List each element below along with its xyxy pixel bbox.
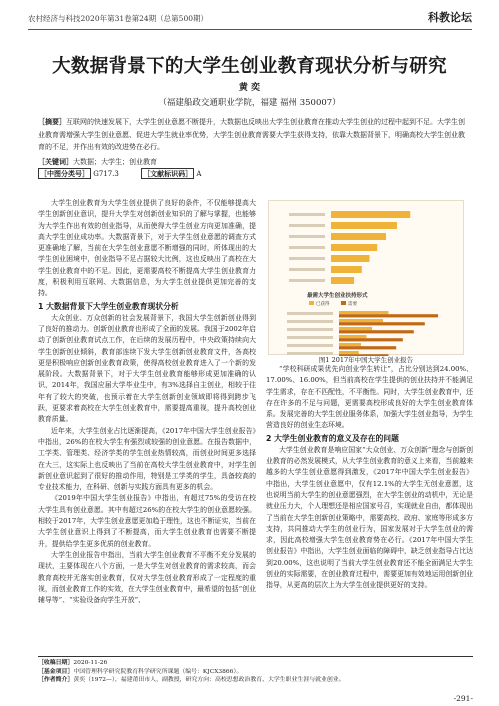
chart-b-bar-needed xyxy=(339,314,438,317)
keywords-label: ［关键词］ xyxy=(38,157,73,166)
author-name: 黄 奕 xyxy=(238,83,261,93)
doc-code-value: A xyxy=(196,170,202,178)
section-name: 科教论坛 xyxy=(428,11,472,24)
right-column xyxy=(266,364,473,592)
chart-b-bar-obtained xyxy=(339,327,372,330)
received-label: ［收稿日期］ xyxy=(38,659,74,666)
chart-a-bar xyxy=(331,255,370,262)
chart-b-bar-obtained xyxy=(339,343,361,346)
chart-a-category-label xyxy=(289,279,325,282)
paragraph: 大众创业、万众创新的社会发展背景下，我国大学生创新创业得到了良好的推动力。创新创业教育也形成了全面的发展。我国于2002年启动了创新创业教育试点工作，在后续的发展历程中，中央政策持续向大学生创新创业倾斜，教育部连续下发大学生创新创业教育文件，各高校更是积极响应创新创业教育政策，使得高校创业教育进入了一个新的发展阶段。大数据背景下，对于大学生创业教育能够形成更加准确的认识，2014年，我国应届大学毕业生中，有3%选择自主创业，相较于往年有了较大的突破，也预示着在大学生创新创业领域即将得到跨步飞跃，更要求着高校在大学生创业教育中，需要提高重视，提升高校创业教育质量。 xyxy=(38,313,256,424)
chart-a-bar xyxy=(331,277,354,284)
author-affiliation: （福建船政交通职业学院，福建 福州 350007） xyxy=(158,98,341,108)
journal-info: 农村经济与科技2020年第31卷第24期（总第500期） xyxy=(28,14,208,23)
left-column xyxy=(38,198,256,606)
chart-b-bar-obtained xyxy=(339,351,359,354)
chart-a-bar xyxy=(331,244,377,251)
keywords-block xyxy=(38,156,466,180)
chart-b-category-label xyxy=(287,320,333,323)
chart-a-category-label xyxy=(289,268,325,271)
chart-a-category-label xyxy=(289,235,325,238)
chart-a-category-label xyxy=(289,224,325,227)
chart-a-category-label xyxy=(289,246,325,249)
paragraph: “学校科研成果优先向创业学生转让”，占比分别达到24.00%、17.00%、16.00%，但当前高校在学生提供的创业扶持并不能满足学生需求，存在不匹配性，不平衡性。同时，大学生创业教育中，还存在许多的不足与问题，更需要高校形成良好的大学生创业教育体系。发展完善的大学生创业服务体系，加强大学生创业指导，为学生营造良好的创业生态环境。 xyxy=(266,365,473,430)
legend-needed: 需要 xyxy=(348,302,357,307)
legend-swatch-obtained xyxy=(309,301,314,305)
paragraph: 《2019年中国大学生创业报告》中指出，有超过75%的受访在校大学生具有创业意愿。其中有超过26%的在校大学生的创业意愿较强。相较于2017年，大学生创业意愿更加趋于理性，这也不断证实，当前在大学生创业意识上得到了不断提高，而大学生创业教育也需要不断提升，提供给学生更多优质的创业教育。 xyxy=(38,494,256,548)
section-heading-2: 2 大学生创业教育的意义及存在的问题 xyxy=(266,433,399,443)
clc-value: G717.3 xyxy=(93,170,119,178)
paragraph: 大学生创业教育为大学生创业提供了良好的条件，不仅能够提高大学生创新创业意识，提升大学生对创新创业知识的了解与掌握，也能够为大学生作出有效的创业指导，从而使得大学生创业方向更加准确，提高大学生创业成功率。大数据背景下，对于大学生创业意愿的调查方式更准确地了解，当前在大学生创业意愿不断增强的同时，所体现出的大学生创业困境中，创业指导不足占据较大比例，这也反映出了高校在大学生创业教育中的不足。因此，更需要高校不断提高大学生创业教育力度，积极利用互联网、大数据信息，为大学生创业提供更加完善的支持。 xyxy=(38,199,256,298)
paragraph: 大学生创业教育是响应国家“大众创业、万众创新”理念与创新创业教育的必然发展模式，从大学生创业教育的意义上来看，当前越来越多的大学生创业意愿得到激发，《2017年中国大学生创业报告》中指出，大学生创业意愿中，仅有12.1%的大学生无创业意愿，这也说明当前大学生的创业意愿强烈，在大学生创业的动机中，无论是就业压力大，个人理想还是相应国家号召，实现就业自由，都体现出了当前在大学生创新创业策略中，需要高校、政府、家庭等形成多方支持，共同推动大学生的创业行为，国家发展对于大学生创业的需求，因此高校增强大学生创业教育势在必行。《2017年中国大学生创业报告》中指出，大学生创业面临的障碍中，缺乏创业指导占比达到20.00%，这也说明了当前大学生创业教育还不能全面满足大学生创业的实际需要，在创业教育过程中，需要更加有效地运用创新创业指导，从更高的层次上为大学生创业提供更好的支持。 xyxy=(266,445,473,590)
chart-a-bar xyxy=(331,266,362,273)
chart-b-bar-needed xyxy=(339,346,396,349)
chart-b-bar-obtained xyxy=(339,319,383,322)
chart-b-category-label xyxy=(287,312,333,315)
chart-a-category-label xyxy=(289,257,325,260)
figure-1 xyxy=(268,200,464,355)
abstract xyxy=(38,116,466,154)
legend-obtained: 已获得 xyxy=(316,302,330,307)
chart-b-bar-needed xyxy=(339,322,425,325)
abstract-text: 互联网的快速发展下，大学生创业意愿不断提升，大数据也反映出大学生创业教育在推动大学生创业的过程中起到不足。大学生创业教育需增强大学生创业意愿、促进大学生就业率优势，大学生创业教育需要大学生获得支持，依靠大数据背景下，明确高校大学生创业教育的不足，并作出有效的改进势在必行。 xyxy=(38,118,465,152)
page-number: -291- xyxy=(453,694,473,703)
fund-label: ［基金项目］ xyxy=(38,667,74,675)
figure-caption: 图1 2017年中国大学生创业报告 xyxy=(318,356,414,364)
abstract-label: ［摘要］ xyxy=(38,117,66,126)
figure-chart xyxy=(269,201,465,356)
running-header xyxy=(28,8,472,30)
author-bio-text: 黄奕（1972—），福建莆田市人，副教授，研究方向：高校思想政治教育、大学生职业生涯与就业创业。 xyxy=(73,677,345,684)
chart-b-bar-needed xyxy=(339,338,403,341)
clc-label: ［中图分类号］ xyxy=(40,169,89,178)
doc-code-label: ［文献标识码］ xyxy=(143,169,193,178)
chart-a-category-label xyxy=(289,213,325,216)
received-date: 2020-11-26 xyxy=(73,660,108,666)
article-title: 大数据背景下的大学生创业教育现状分析与研究 xyxy=(52,56,447,77)
chart-b-bar-obtained xyxy=(339,311,389,314)
chart-a-bar xyxy=(331,233,386,240)
chart-a-bar xyxy=(331,222,397,229)
chart-b-bar-obtained xyxy=(339,335,367,338)
paragraph: 近年来，大学生创业占比逐渐提高，《2017年中国大学生创业报告》中指出，26%的在校大学生有强烈或较强的创业意愿。在报告数据中，工学类、管理类、经济学类的学生创业热情较高，而创业时间更多选择在大三，这实际上也反映出了当前在高校大学生创业教育中，对学生创新创业意识起到了很好的推动作用，特别是工学类的学生，具备较高的专业技术能力，在科研、创新与实践方面具有更多的机会。 xyxy=(38,426,256,492)
author-bio-label: ［作者简介］ xyxy=(38,676,74,684)
legend-swatch-needed xyxy=(341,301,346,305)
paragraph: 大学生创业报告中指出，当前大学生创业教育不平衡不充分发展的现状，主要体现在八个方面，一是大学生对创业教育的需求较高，而会教育高校并无落实创业教育，仅对大学生创业教育形成了一定程度的重视，而创业教育工作的实效，在大学生创业教育中，最希望的包括“创业辅导等”、“实验设备向学生开放”、 xyxy=(38,550,256,605)
chart-b-category-label xyxy=(287,328,333,331)
section-heading-1: 1 大数据背景下大学生创业教育现状分析 xyxy=(38,301,179,311)
chart-b-category-label xyxy=(287,344,333,347)
chart-a-bar xyxy=(331,211,410,218)
keywords-text: 大数据；大学生；创业教育 xyxy=(73,158,157,166)
chart-b-bar-needed xyxy=(339,330,414,333)
fund-text: 中国管理科学研究院教育科学研究所课题（编号：KJCX3866）。 xyxy=(73,668,243,675)
chart-b-title: 最需大学生创业扶持形式 xyxy=(307,293,368,299)
chart-b-category-label xyxy=(287,336,333,339)
footnote-block xyxy=(38,656,473,685)
